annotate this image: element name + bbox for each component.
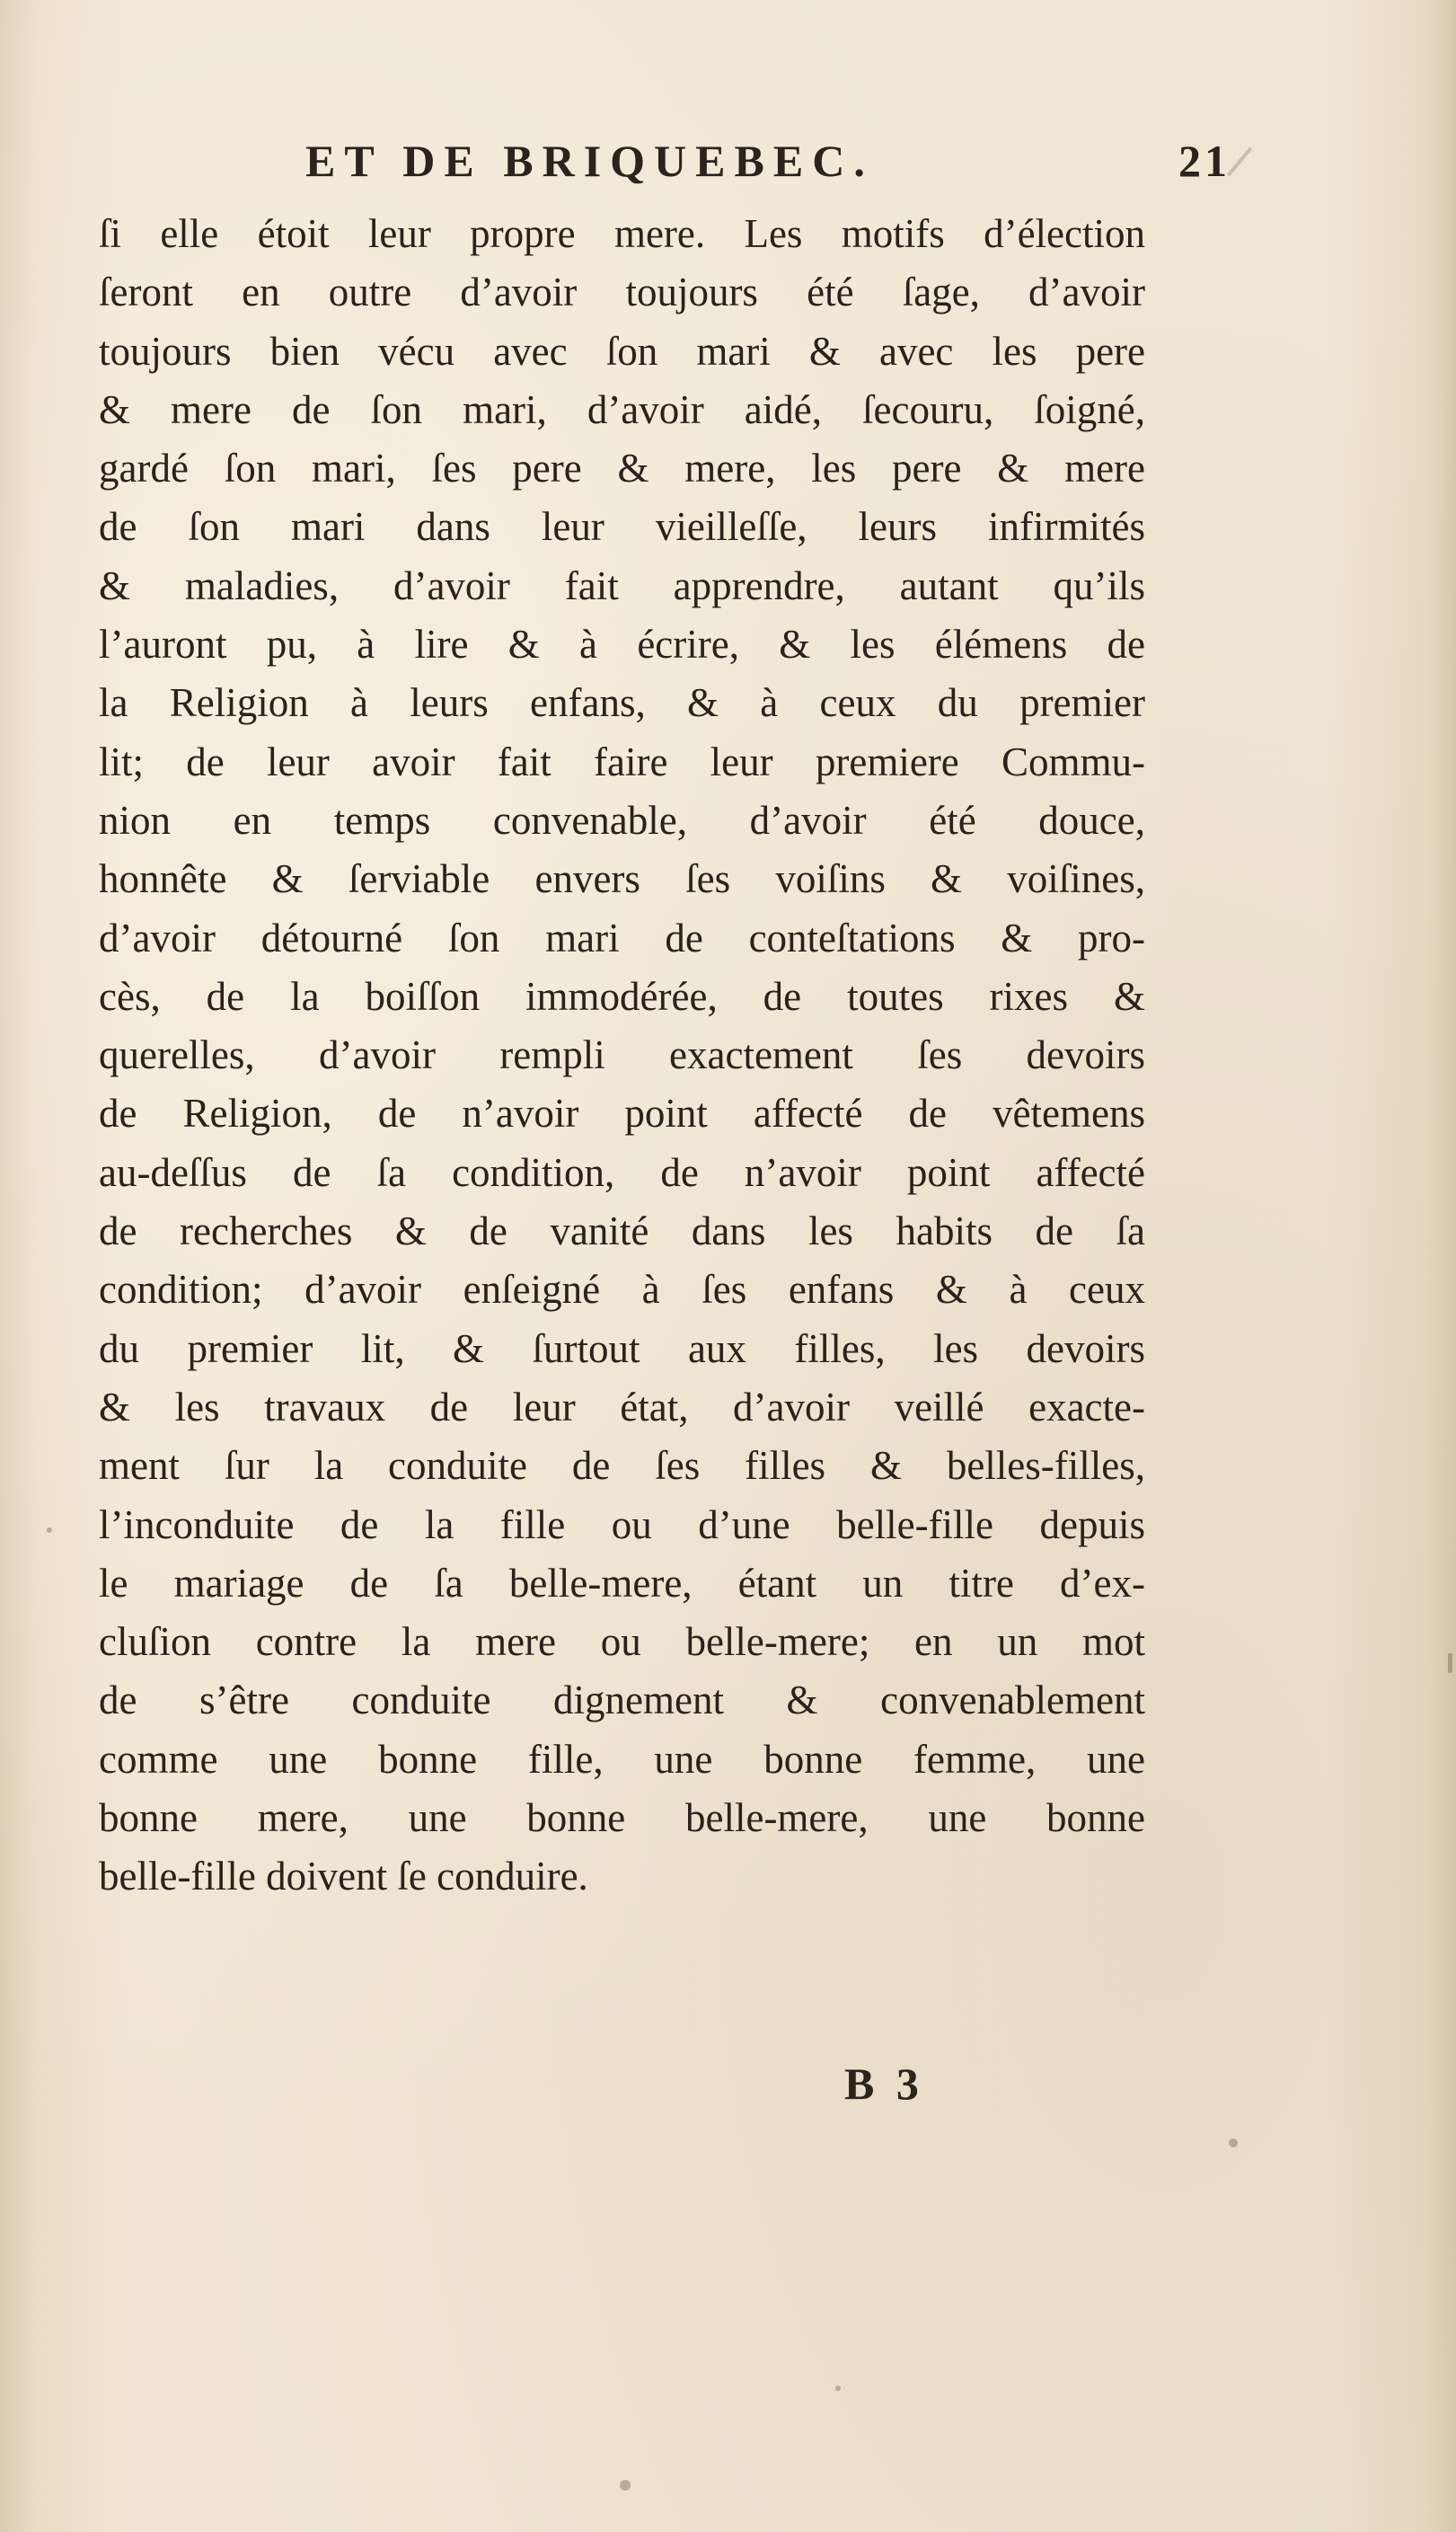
paper-speck — [1229, 2138, 1238, 2147]
text-line: condition; d’avoir enſeigné à ſes enfans & à ceux — [99, 1267, 1145, 1313]
text-line: cluſion contre la mere ou belle-mere; en un mot — [99, 1619, 1145, 1665]
text-line: nion en temps convenable, d’avoir été douce, — [99, 797, 1145, 843]
body-text — [99, 205, 1145, 1907]
paper-speck — [620, 2480, 631, 2491]
text-line: de s’être conduite dignement & convenablement — [99, 1678, 1145, 1723]
text-line: le mariage de ſa belle-mere, étant un titre d’ex- — [99, 1560, 1145, 1606]
text-line: du premier lit, & ſurtout aux filles, les devoirs — [99, 1325, 1145, 1371]
text-line: de Religion, de n’avoir point affecté de vêtemens — [99, 1091, 1145, 1137]
text-line: & maladies, d’avoir fait apprendre, autant qu’ils — [99, 562, 1145, 608]
text-line: comme une bonne fille, une bonne femme, une — [99, 1736, 1145, 1782]
text-line: la Religion à leurs enfans, & à ceux du premier — [99, 680, 1145, 726]
text-line: l’auront pu, à lire & à écrire, & les élémens de — [99, 622, 1145, 668]
text-line: au-deſſus de ſa condition, de n’avoir point affecté — [99, 1149, 1145, 1195]
text-line: bonne mere, une bonne belle-mere, une bonne — [99, 1795, 1145, 1841]
text-line: ment ſur la conduite de ſes filles & belles-filles, — [99, 1443, 1145, 1489]
text-line: honnête & ſerviable envers ſes voiſins & voiſines, — [99, 856, 1145, 902]
running-title: ET DE BRIQUEBEC. — [305, 136, 874, 186]
running-head — [305, 135, 1231, 198]
text-line: ſi elle étoit leur propre mere. Les motifs d’élection — [99, 211, 1145, 256]
paper-speck — [1448, 1653, 1452, 1673]
text-line: de ſon mari dans leur vieilleſſe, leurs infirmités — [99, 504, 1145, 550]
text-line: & les travaux de leur état, d’avoir veillé exacte- — [99, 1384, 1145, 1430]
text-line: & mere de ſon mari, d’avoir aidé, ſecouru, ſoigné, — [99, 386, 1145, 432]
text-line: toujours bien vécu avec ſon mari & avec les pere — [99, 328, 1145, 374]
text-line: l’inconduite de la fille ou d’une belle-fille depuis — [99, 1501, 1145, 1547]
paper-speck — [47, 1527, 52, 1533]
text-line: de recherches & de vanité dans les habits de ſa — [99, 1208, 1145, 1254]
text-line: cès, de la boiſſon immodérée, de toutes rixes & — [99, 973, 1145, 1019]
text-line: gardé ſon mari, ſes pere & mere, les pere & mere — [99, 446, 1145, 491]
page-number: 21 — [1178, 136, 1231, 186]
text-line: belle-fille doivent ſe conduire. — [99, 1854, 588, 1899]
text-line: d’avoir détourné ſon mari de conteſtations & pro- — [99, 915, 1145, 961]
text-line: ſeront en outre d’avoir toujours été ſage, d’avoir — [99, 270, 1145, 315]
text-line: querelles, d’avoir rempli exactement ſes devoirs — [99, 1032, 1145, 1078]
text-line: lit; de leur avoir fait faire leur premiere Commu- — [99, 739, 1145, 784]
paper-speck — [835, 2386, 841, 2391]
signature-mark: B 3 — [844, 2058, 924, 2109]
